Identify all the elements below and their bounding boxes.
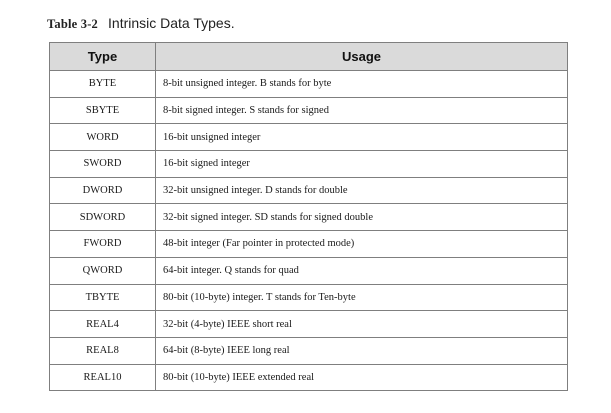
- type-cell: DWORD: [50, 177, 156, 204]
- header-usage: Usage: [156, 43, 568, 71]
- usage-cell: 16-bit unsigned integer: [156, 124, 568, 151]
- table-caption-title: Intrinsic Data Types.: [108, 15, 235, 31]
- table-caption-label: Table 3-2: [47, 17, 99, 31]
- table-row: [50, 204, 568, 231]
- type-cell: SWORD: [50, 151, 156, 178]
- usage-cell: 48-bit integer (Far pointer in protected mode): [156, 231, 568, 258]
- intrinsic-data-types-table: [49, 42, 568, 391]
- table-row: [50, 257, 568, 284]
- type-cell: REAL8: [50, 337, 156, 364]
- table-body: [50, 71, 568, 391]
- table-row: [50, 364, 568, 391]
- usage-cell: 64-bit integer. Q stands for quad: [156, 257, 568, 284]
- table-row: [50, 151, 568, 178]
- usage-cell: 80-bit (10-byte) IEEE extended real: [156, 364, 568, 391]
- usage-cell: 8-bit unsigned integer. B stands for byte: [156, 71, 568, 98]
- usage-cell: 32-bit unsigned integer. D stands for double: [156, 177, 568, 204]
- type-cell: TBYTE: [50, 284, 156, 311]
- usage-cell: 16-bit signed integer: [156, 151, 568, 178]
- table-row: [50, 177, 568, 204]
- table-caption: [47, 15, 235, 35]
- header-type: Type: [50, 43, 156, 71]
- type-cell: SBYTE: [50, 97, 156, 124]
- usage-cell: 80-bit (10-byte) integer. T stands for Ten-byte: [156, 284, 568, 311]
- table-row: [50, 231, 568, 258]
- header-row: [50, 43, 568, 71]
- table-row: [50, 311, 568, 338]
- usage-cell: 8-bit signed integer. S stands for signed: [156, 97, 568, 124]
- table-header: [50, 43, 568, 71]
- type-cell: REAL10: [50, 364, 156, 391]
- usage-cell: 32-bit signed integer. SD stands for signed double: [156, 204, 568, 231]
- usage-cell: 32-bit (4-byte) IEEE short real: [156, 311, 568, 338]
- type-cell: FWORD: [50, 231, 156, 258]
- type-cell: SDWORD: [50, 204, 156, 231]
- table-row: [50, 284, 568, 311]
- table-row: [50, 124, 568, 151]
- type-cell: REAL4: [50, 311, 156, 338]
- type-cell: BYTE: [50, 71, 156, 98]
- type-cell: QWORD: [50, 257, 156, 284]
- table-row: [50, 337, 568, 364]
- usage-cell: 64-bit (8-byte) IEEE long real: [156, 337, 568, 364]
- table-row: [50, 97, 568, 124]
- type-cell: WORD: [50, 124, 156, 151]
- table-row: [50, 71, 568, 98]
